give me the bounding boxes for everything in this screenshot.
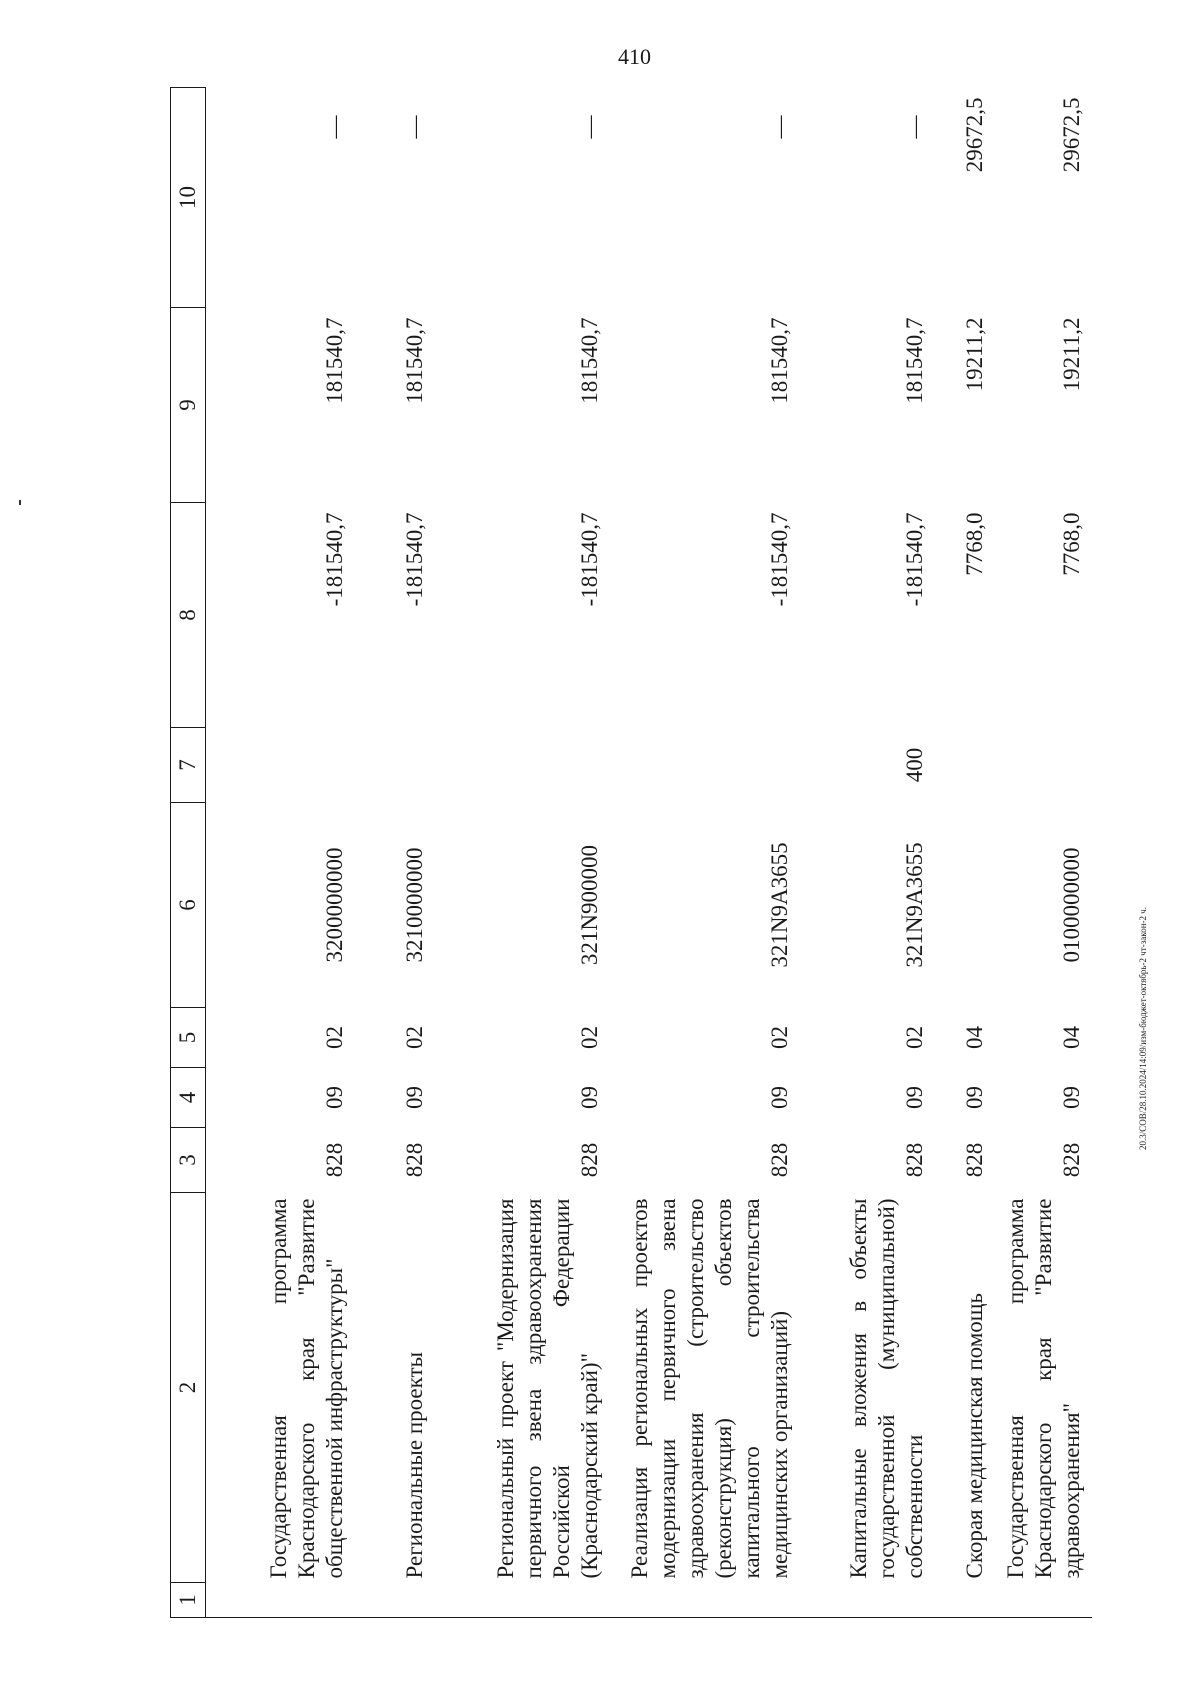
- amount-col9: 181540,7: [902, 317, 928, 404]
- ministry-code: 828: [902, 1142, 928, 1178]
- section-code: 09: [902, 1086, 928, 1109]
- column-header: 8: [171, 503, 206, 728]
- section-code: 09: [962, 1086, 988, 1109]
- subsection-code: 04: [1058, 1026, 1084, 1049]
- row-number-cell: [436, 1583, 611, 1618]
- section-code: 09: [577, 1086, 603, 1109]
- subsection-code: 02: [767, 1026, 793, 1049]
- subsection-code: 02: [902, 1026, 928, 1049]
- target-article-code: 3210000000: [402, 847, 428, 963]
- row-name: Региональные проекты: [402, 1351, 428, 1579]
- amount-col9: 181540,7: [402, 317, 428, 404]
- amount-col10: 29672,5: [1058, 97, 1084, 173]
- table-row: [356, 88, 436, 1618]
- ministry-code: 828: [402, 1142, 428, 1178]
- amount-col10: —: [577, 115, 603, 139]
- ministry-code: 828: [322, 1142, 348, 1178]
- column-header: 2: [171, 1193, 206, 1583]
- row-name: Государственная программа Краснодарского края "Развитие здравоохранения": [1002, 1198, 1084, 1579]
- row-name: Скорая медицинская помощь: [962, 1293, 988, 1579]
- subsection-code: 02: [402, 1026, 428, 1049]
- amount-col10: 29672,5: [962, 97, 988, 173]
- amount-col8: 7768,0: [962, 512, 988, 576]
- row-number-cell: [936, 1583, 996, 1618]
- amount-col9: 19211,2: [1058, 317, 1084, 392]
- expense-type-code: [996, 728, 1092, 803]
- table-row: [436, 88, 611, 1618]
- column-header: 4: [171, 1068, 206, 1128]
- budget-table: [170, 87, 1092, 1618]
- column-header: 7: [171, 728, 206, 803]
- table-row: [801, 88, 936, 1618]
- row-number-cell: [996, 1583, 1092, 1618]
- document-footer-id: 20.3/СОВ/28.10.2024/14:09/изм-бюджет-октябрь-2 чт-закон-2 ч.: [1138, 906, 1148, 1150]
- expense-type-code: [936, 728, 996, 803]
- section-code: 09: [322, 1086, 348, 1109]
- amount-col10: —: [767, 115, 793, 139]
- table-header-row: [171, 88, 206, 1618]
- subsection-code: 02: [322, 1026, 348, 1049]
- row-number-cell: [356, 1583, 436, 1618]
- expense-type-code: [356, 728, 436, 803]
- amount-col10: —: [902, 115, 928, 139]
- target-article-code: 321N900000: [577, 844, 603, 966]
- amount-col9: 181540,7: [577, 317, 603, 404]
- row-name: Реализация региональных проектов модернизации первичного звена здравоохранения (строительство (реконструкция) объектов капитального строительства медицинских организаций): [627, 1198, 793, 1579]
- amount-col8: -181540,7: [767, 512, 793, 607]
- expense-type-code: [436, 728, 611, 803]
- section-code: 09: [402, 1086, 428, 1109]
- ministry-code: 828: [577, 1142, 603, 1178]
- target-article-code: 321N9A3655: [902, 842, 928, 968]
- table-row: [206, 88, 356, 1618]
- section-code: 09: [1058, 1086, 1084, 1109]
- amount-col10: —: [402, 115, 428, 139]
- column-header: 6: [171, 803, 206, 1008]
- target-article-code: 3200000000: [322, 847, 348, 963]
- row-number-cell: [206, 1583, 356, 1618]
- ministry-code: 828: [767, 1142, 793, 1178]
- amount-col8: -181540,7: [577, 512, 603, 607]
- amount-col9: 19211,2: [962, 317, 988, 392]
- ministry-code: 828: [962, 1142, 988, 1178]
- amount-col9: 181540,7: [767, 317, 793, 404]
- column-header: 5: [171, 1008, 206, 1068]
- target-article-code: 321N9A3655: [767, 842, 793, 968]
- expense-type-code: [206, 728, 356, 803]
- budget-table-rotated: [170, 88, 1088, 1618]
- expense-type-code: [611, 728, 801, 803]
- scan-mark: [19, 500, 21, 505]
- section-code: 09: [767, 1086, 793, 1109]
- table-row: [996, 88, 1092, 1618]
- row-name: Государственная программа Краснодарского края "Развитие общественной инфраструктуры": [266, 1198, 348, 1579]
- table-row: [611, 88, 801, 1618]
- row-number-cell: [801, 1583, 936, 1618]
- amount-col8: -181540,7: [402, 512, 428, 607]
- amount-col10: —: [322, 115, 348, 139]
- target-article-code: 0100000000: [1058, 847, 1084, 963]
- page-number: 410: [618, 44, 651, 69]
- target-article-code: [936, 803, 996, 1008]
- column-header: 3: [171, 1128, 206, 1193]
- amount-col8: -181540,7: [322, 512, 348, 607]
- column-header: 9: [171, 308, 206, 503]
- ministry-code: 828: [1058, 1142, 1084, 1178]
- subsection-code: 04: [962, 1026, 988, 1049]
- column-header: 1: [171, 1583, 206, 1618]
- row-name: Капитальные вложения в объекты государственной (муниципальной) собственности: [846, 1198, 928, 1579]
- table-row: [936, 88, 996, 1618]
- row-name: Региональный проект "Модернизация первичного звена здравоохранения Российской Федерации (Краснодарский край)": [493, 1198, 603, 1579]
- amount-col9: 181540,7: [322, 317, 348, 404]
- amount-col8: -181540,7: [902, 512, 928, 607]
- amount-col8: 7768,0: [1058, 512, 1084, 576]
- row-number-cell: [611, 1583, 801, 1618]
- expense-type-code: 400: [902, 747, 928, 783]
- column-header: 10: [171, 88, 206, 308]
- subsection-code: 02: [577, 1026, 603, 1049]
